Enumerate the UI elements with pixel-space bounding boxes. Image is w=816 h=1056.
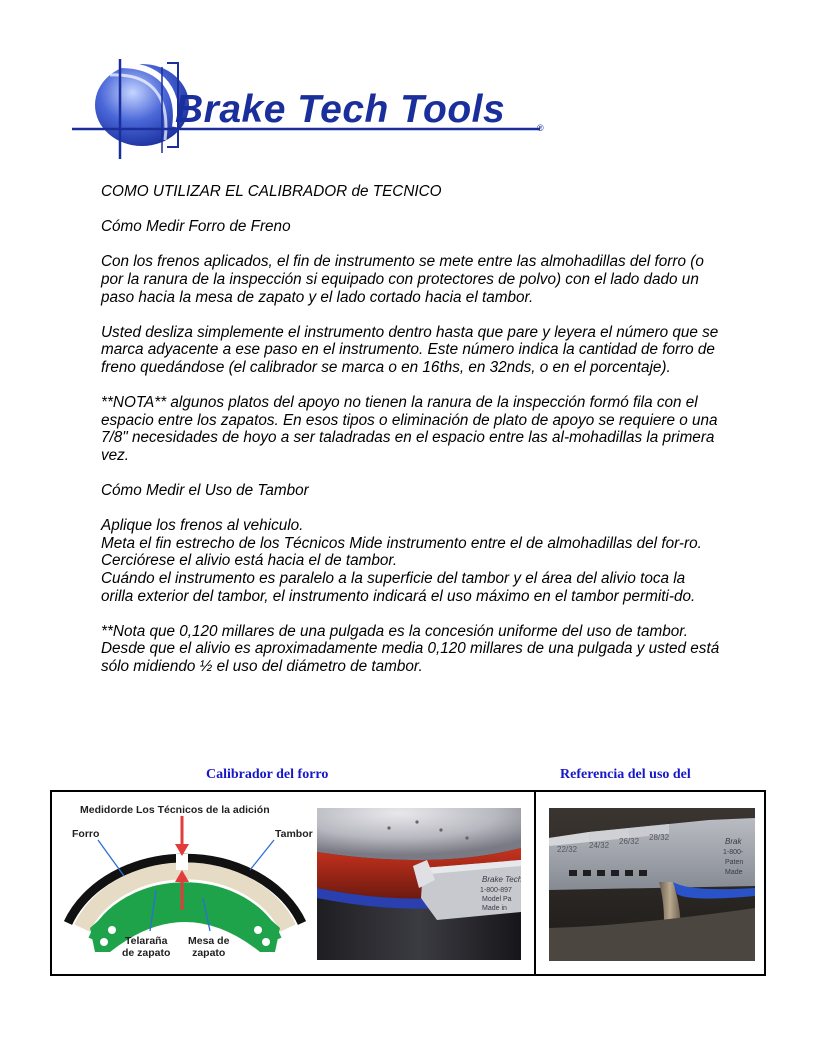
brake-shoe-illustration <box>60 800 310 968</box>
gauge-line: Made in <box>482 905 507 912</box>
diagram-label-table-line: zapato <box>192 947 226 959</box>
section-heading-lining: Cómo Medir Forro de Freno <box>101 218 291 236</box>
drum-wear-photo-image <box>549 808 755 961</box>
document-heading: COMO UTILIZAR EL CALIBRADOR de TECNICO <box>101 183 442 200</box>
paragraph: Con los frenos aplicados, el fin de instrumento se mete entre las almohadillas del forro (o por la ranura de la inspección si equipado con protectores de polvo) con el lado dado un paso hacia la mesa de zapato y el lado cortado hacia el tambor. <box>101 253 704 306</box>
lining-gauge-photo-image <box>317 808 521 960</box>
wear-brand-line: Made <box>725 869 743 876</box>
document-body <box>101 183 721 693</box>
diagram-label-table-line: Mesa de <box>188 935 230 947</box>
wear-brand-line: Brak <box>725 837 742 846</box>
diagram-label-lining: Forro <box>72 828 100 840</box>
step-item: Aplique los frenos al vehiculo. <box>101 517 304 535</box>
paragraph-note: **NOTA** algunos platos del apoyo no tienen la ranura de la inspección formó fila con el espacio entre los zapatos. En esos tipos o eliminación de plato de apoyo se requiere o una 7/8" necesidades de hoyo a ser taladradas en el espacio entre las al-mohadillas la primera vez. <box>101 394 718 464</box>
diagram-label-web-line: de zapato <box>122 947 171 959</box>
step-list <box>101 517 721 605</box>
step-item: Cerciórese el alivio está hacia el de tambor. <box>101 552 398 570</box>
paragraph-note: **Nota que 0,120 millares de una pulgada es la concesión uniforme del uso de tambor. Desde que el alivio es aproximadamente media 0,120 millares de una pulgada y usted está sólo midiendo ½ el uso del diámetro de tambor. <box>101 622 720 676</box>
section-heading-drum: Cómo Medir el Uso de Tambor <box>101 482 309 500</box>
caption-lining-gauge: Calibrador del forro <box>206 767 329 782</box>
diagram-label-gauge: Medidorde Los Técnicos de la adición <box>80 804 270 816</box>
diagram-label-drum: Tambor <box>275 828 313 840</box>
gauge-line: Model Pa <box>482 896 512 903</box>
wear-tick-label: 28/32 <box>649 833 670 842</box>
registered-mark: ® <box>537 123 544 133</box>
paragraph: Usted desliza simplemente el instrumento dentro hasta que pare y leyera el número que se marca adyacente a ese paso en el instrumento. Este número indica la cantidad de forro de freno quedándose (el calibrador se marca o en 16ths, en 32nds, o en el porcentaje). <box>101 323 719 376</box>
wear-tick-label: 26/32 <box>619 837 640 846</box>
wear-tick-label: 24/32 <box>589 841 610 850</box>
wear-brand-line: Paten <box>725 859 744 866</box>
wear-tick-label: 22/32 <box>557 845 578 854</box>
diagram-label-table <box>188 935 229 959</box>
step-item: Meta el fin estrecho de los Técnicos Mide instrumento entre el de almohadillas del for-ro. <box>101 534 702 552</box>
diagram-label-web <box>122 935 170 959</box>
logo-text: Brake Tech Tools <box>175 88 506 131</box>
wear-brand-line: 1-800- <box>723 849 744 856</box>
table-divider <box>534 790 536 976</box>
lining-gauge-photo <box>317 808 521 960</box>
step-item: Cuándo el instrumento es paralelo a la superficie del tambor y el área del alivio toca la orilla exterior del tambor, el instrumento indicará el uso máximo en el tambor permiti-do. <box>101 570 696 605</box>
drum-wear-photo <box>549 808 755 961</box>
caption-drum-wear: Referencia del uso del <box>560 767 691 782</box>
gauge-line: 1-800-897 <box>480 887 512 894</box>
gauge-line: Brake Tech <box>482 875 521 884</box>
diagram-label-web-line: Telaraña <box>125 935 168 947</box>
brake-shoe-diagram <box>60 800 313 968</box>
